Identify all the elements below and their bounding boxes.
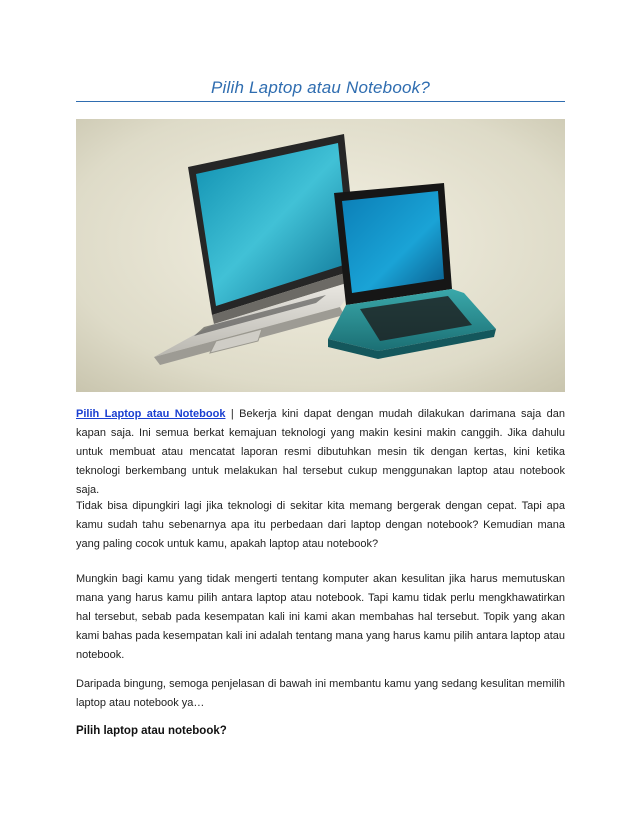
article-title-link[interactable]: Pilih Laptop atau Notebook xyxy=(76,408,226,420)
paragraph-3: Mungkin bagi kamu yang tidak mengerti tentang komputer akan kesulitan jika harus memutuskan mana yang harus kamu pilih antara laptop atau notebook. Tapi kamu tidak perlu mengkhawatirkan hal tersebut, sebab pada kesempatan kali ini kami akan membahas hal tersebut. Topik yang akan kami bahas pada kesempatan kali ini adalah tentang mana yang harus kamu pilih antara laptop atau notebook. xyxy=(76,573,565,661)
page-title: Pilih Laptop atau Notebook? xyxy=(210,78,430,97)
title-divider xyxy=(76,101,565,102)
laptop-notebook-illustration xyxy=(76,119,565,392)
separator-text: | xyxy=(225,408,240,420)
hero-image xyxy=(76,119,565,392)
paragraph-2: Tidak bisa dipungkiri lagi jika teknologi di sekitar kita memang bergerak dengan cepat. Tapi apa kamu sudah tahu sebenarnya apa itu perbedaan dari laptop dengan notebook? Kemudian mana yang paling cocok untuk kamu, apakah laptop atau notebook? xyxy=(76,500,565,550)
paragraph-4: Daripada bingung, semoga penjelasan di bawah ini membantu kamu yang sedang kesulitan memilih laptop atau notebook ya… xyxy=(76,678,565,709)
paragraph-intro xyxy=(76,405,565,500)
section-heading: Pilih laptop atau notebook? xyxy=(76,725,227,737)
paragraph-intro-text: Bekerja kini dapat dengan mudah dilakukan darimana saja dan kapan saja. Ini semua berkat kemajuan teknologi yang makin kesini makin canggih. Jika dahulu untuk membuat atau mencatat laporan resmi dibutuhkan mesin tik dengan kertas, kini ketika teknologi berkembang untuk melakukan hal tersebut cukup menggunakan laptop atau notebook saja. xyxy=(76,408,565,496)
